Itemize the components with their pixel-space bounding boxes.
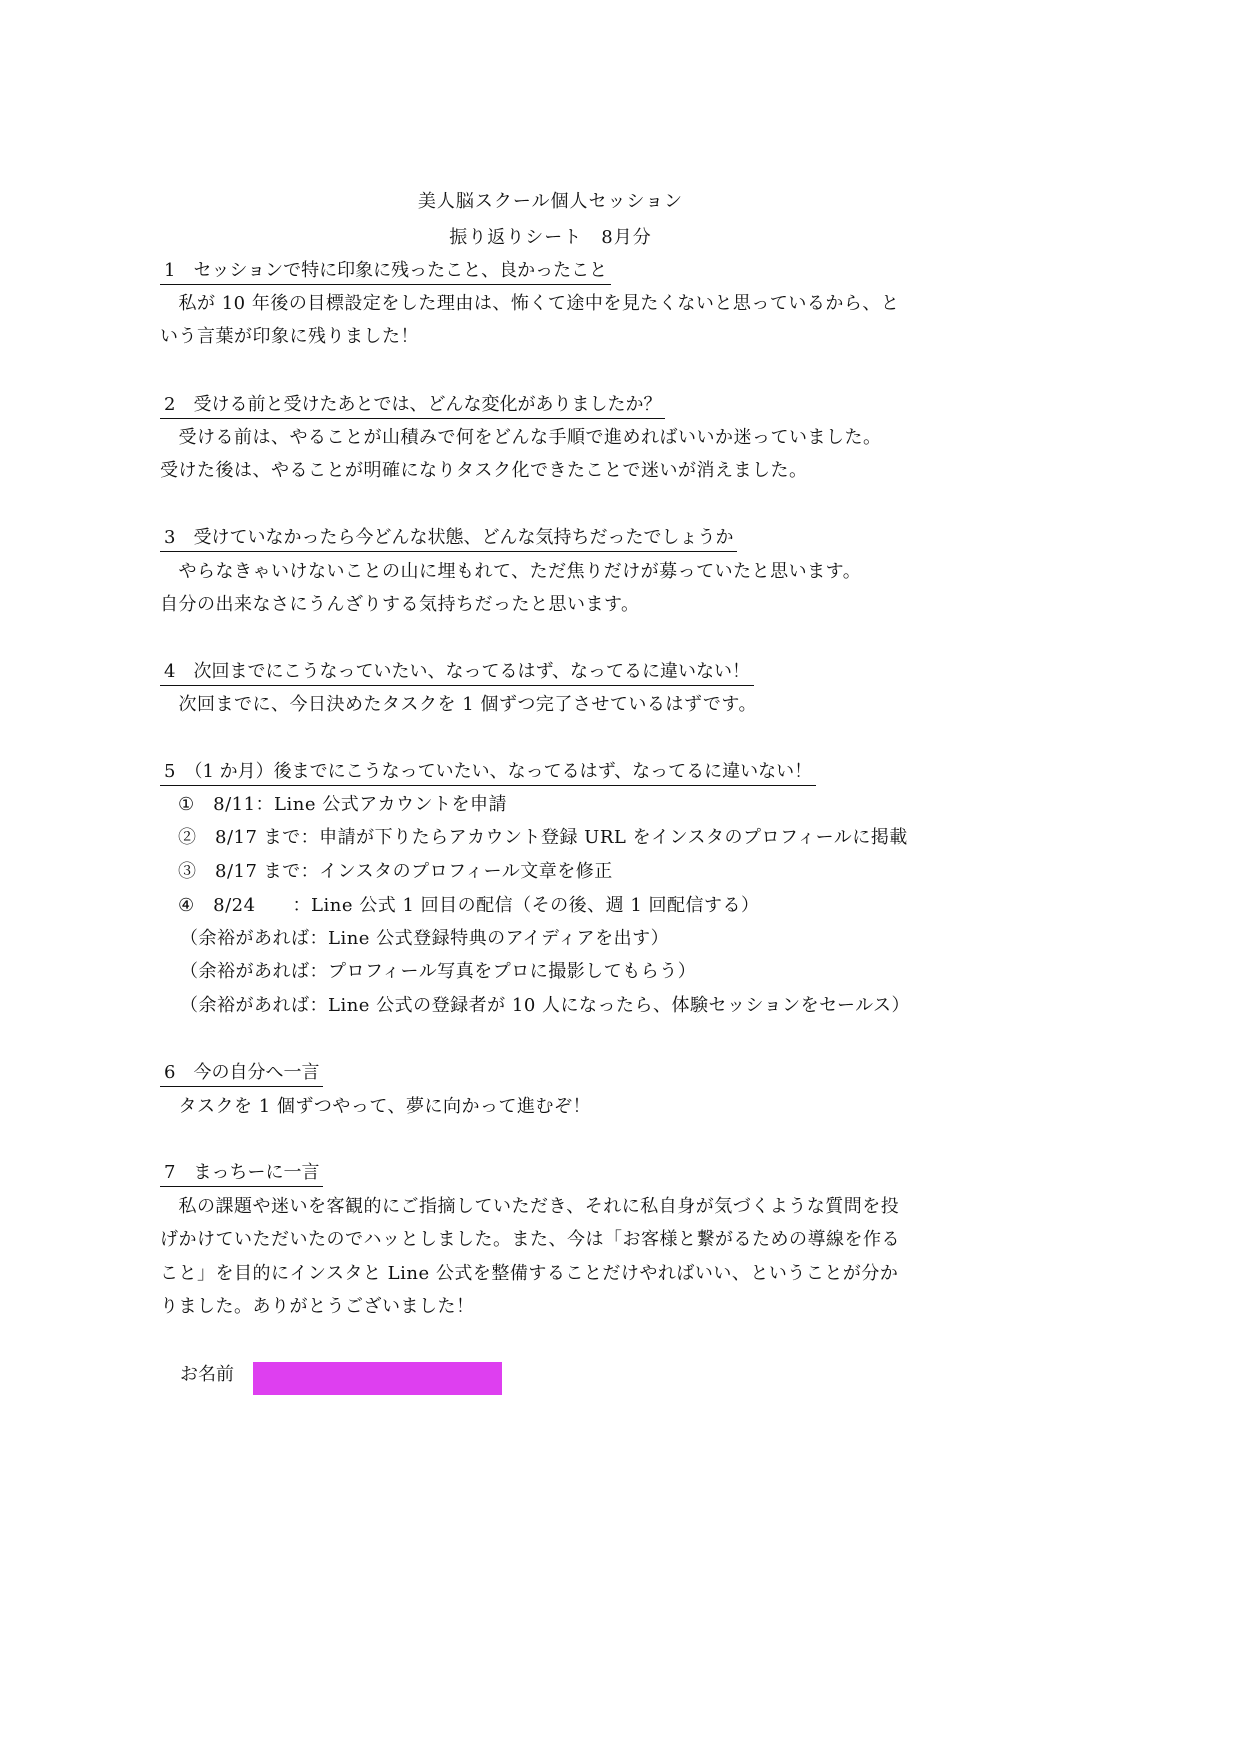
name-field — [253, 1362, 502, 1395]
section-3-line-1: やらなきゃいけないことの山に埋もれて、ただ焦りだけが募っていたと思います。 — [160, 561, 862, 582]
section-7-line-4: りました。ありがとうございました！ — [160, 1296, 475, 1317]
section-1-line-1: 私が 10 年後の目標設定をした理由は、怖くて途中を見たくないと思っているから、と — [160, 293, 900, 314]
section-6-line-1: タスクを 1 個ずつやって、夢に向かって進むぞ！ — [160, 1096, 592, 1117]
section-5-optional-3: （余裕があれば：Line 公式の登録者が 10 人になったら、体験セッションをセールス） — [180, 995, 911, 1016]
section-5-optional-2: （余裕があれば：プロフィール写真をプロに撮影してもらう） — [180, 961, 697, 982]
section-7-line-2: げかけていただいたのでハッとしました。また、今は「お客様と繋がるための導線を作る — [160, 1229, 900, 1250]
section-5-optional-1: （余裕があれば：Line 公式登録特典のアイディアを出す） — [180, 928, 670, 949]
title-line-1: 美人脳スクール個人セッション — [417, 191, 684, 212]
section-5-item-3: ③ 8/17 まで：インスタのプロフィール文章を修正 — [178, 861, 613, 882]
section-5-heading: 5 （1 か月）後までにこうなっていたい、なってるはず、なってるに違いない！ — [160, 759, 816, 786]
title-line-2: 振り返りシート 8月分 — [449, 227, 652, 248]
section-5-item-2: ② 8/17 まで：申請が下りたらアカウント登録 URL をインスタのプロフィールに掲載 — [178, 827, 908, 848]
section-5-item-4: ④ 8/24 ：Line 公式 1 回目の配信（その後、週 1 回配信する） — [178, 895, 760, 916]
section-7-line-1: 私の課題や迷いを客観的にご指摘していただき、それに私自身が気づくような質問を投 — [160, 1196, 900, 1217]
section-3-heading: 3 受けていなかったら今どんな状態、どんな気持ちだったでしょうか — [160, 525, 737, 552]
section-2-heading: 2 受ける前と受けたあとでは、どんな変化がありましたか？ — [160, 392, 665, 419]
section-2-line-2: 受けた後は、やることが明確になりタスク化できたことで迷いが消えました。 — [160, 460, 808, 481]
section-1-line-2: いう言葉が印象に残りました！ — [160, 326, 419, 347]
section-5-item-1: ① 8/11：Line 公式アカウントを申請 — [178, 794, 508, 815]
section-7-heading: 7 まっちーに一言 — [160, 1160, 323, 1187]
section-1-heading: 1 セッションで特に印象に残ったこと、良かったこと — [160, 258, 611, 285]
section-7-line-3: こと」を目的にインスタと Line 公式を整備することだけやればいい、ということが分か — [160, 1263, 899, 1284]
name-label: お名前 — [180, 1364, 234, 1385]
section-6-heading: 6 今の自分へ一言 — [160, 1060, 323, 1087]
section-3-line-2: 自分の出来なさにうんざりする気持ちだったと思います。 — [160, 594, 640, 615]
section-4-heading: 4 次回までにこうなっていたい、なってるはず、なってるに違いない！ — [160, 659, 754, 686]
section-4-line-1: 次回までに、今日決めたタスクを 1 個ずつ完了させているはずです。 — [160, 694, 757, 715]
section-2-line-1: 受ける前は、やることが山積みで何をどんな手順で進めればいいか迷っていました。 — [160, 427, 882, 448]
